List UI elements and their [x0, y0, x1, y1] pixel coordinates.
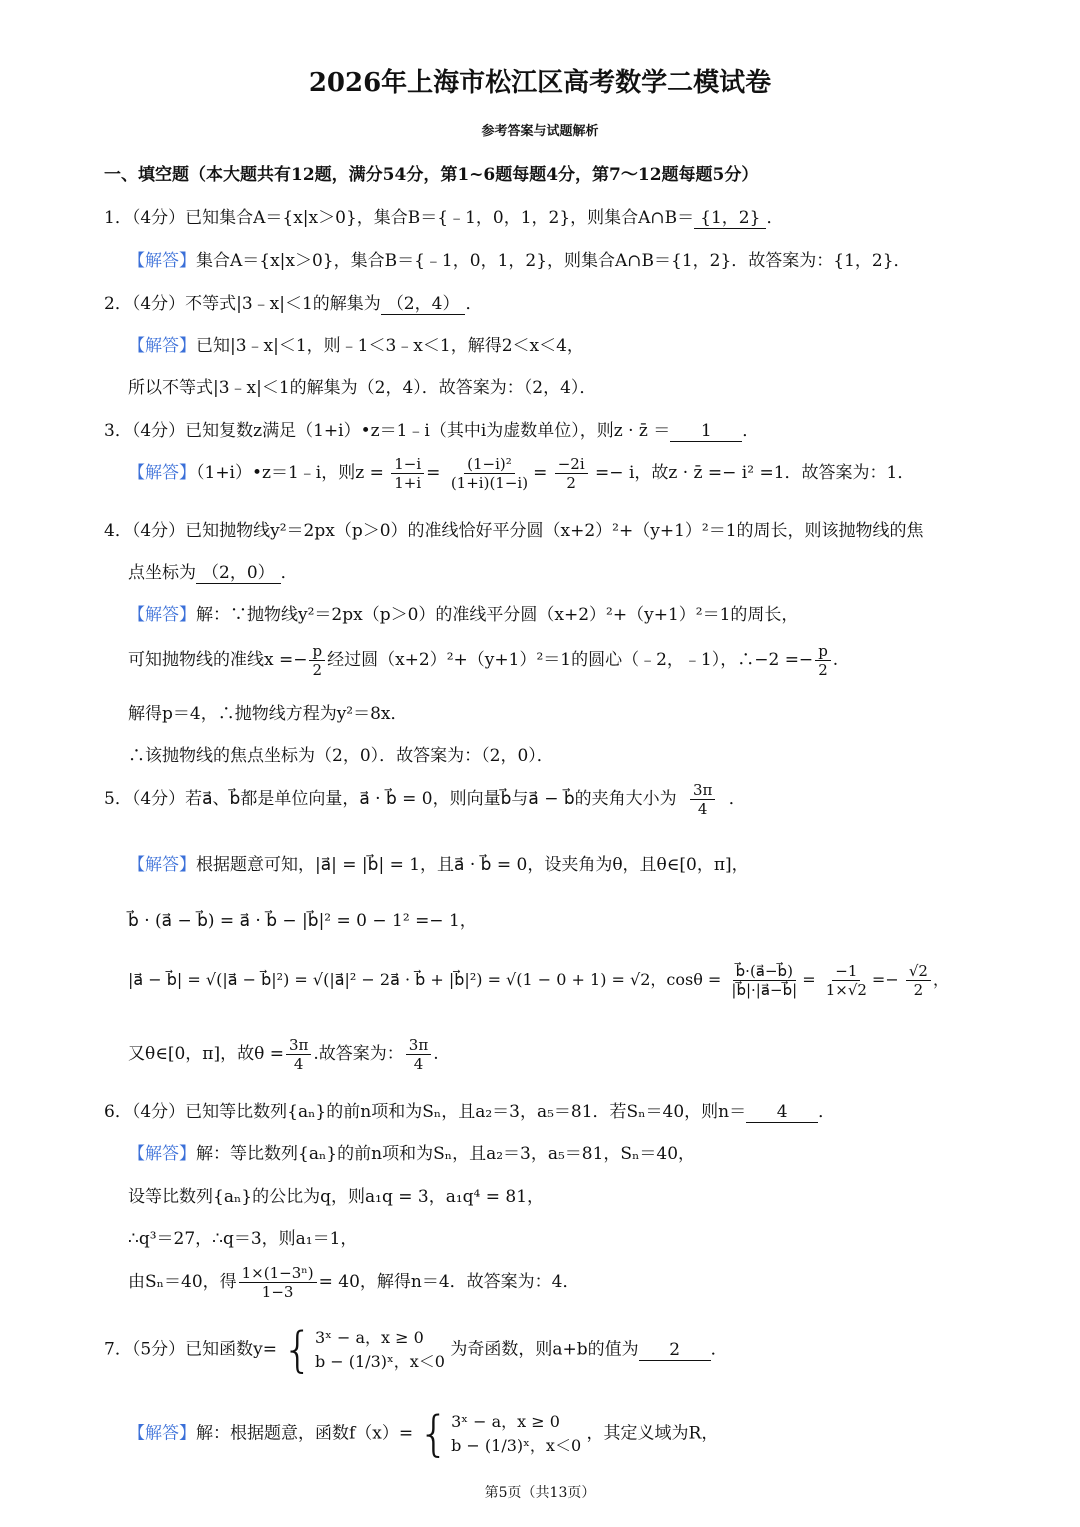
- question-5: 5．（4分）若a⃗、b⃗都是单位向量，a⃗ · b⃗ = 0，则向量b⃗与a⃗ − b⃗的夹角大小为 $\frac{3\pi}{4}$ ．: [104, 781, 746, 818]
- answer-blank-6: 4: [746, 1102, 818, 1123]
- fraction: $\frac{-1}{1\times√2}$: [825, 962, 867, 999]
- answer-tag: 【解答】: [128, 605, 196, 625]
- page-footer: 第5页（共13页）: [484, 1485, 596, 1501]
- answer-tag: 【解答】: [128, 336, 196, 356]
- answer-blank-2: （2，4）: [381, 294, 466, 315]
- solution-5-line-2: b⃗ · (a⃗ − b⃗) = a⃗ · b⃗ − |b⃗|² = 0 − 1² =− 1，: [128, 911, 477, 931]
- question-6: 6．（4分）已知等比数列{aₙ}的前n项和为Sₙ，且a₂＝3，a₅＝81．若Sₙ＝40，则n＝ 4 ．: [104, 1102, 836, 1122]
- solution-7: 【解答】解：根据题意，函数f（x）= { 3ˣ − a，x ≥ 0 b − (1/3)ˣ，x＜0 ，其定义域为R，: [128, 1406, 719, 1462]
- solution-4-line-4: ∴该抛物线的焦点坐标为（2，0）．故答案为：（2，0）．: [128, 746, 554, 766]
- solution-4-line-3: 解得p＝4，∴抛物线方程为y²＝8x．: [128, 704, 408, 724]
- fraction: $\frac{\text{(1−i)²}}{(1+i)(1-i)}$: [450, 455, 529, 492]
- solution-3: 【解答】（1+i）•z＝1﹣i，则z = $\frac{1-i}{1+i}$ = $\frac{\text{(1−i)²}}{(1+i)(1-i)}$ = $\frac{-2i}{2}$ =− i，故z · z̄ =− i² =1．故答案为：1．: [128, 455, 915, 492]
- answer-tag: 【解答】: [128, 1423, 196, 1444]
- piecewise-function: { 3ˣ − a，x ≥ 0 b − (1/3)ˣ，x＜0: [282, 1322, 445, 1378]
- solution-6-line-2: 设等比数列{aₙ}的公比为q，则a₁q = 3，a₁q⁴ = 81，: [128, 1187, 545, 1207]
- answer-blank-7: 2: [639, 1340, 711, 1361]
- fraction: $\frac{√2}{2}$: [906, 962, 931, 999]
- solution-4-line-1: 【解答】解：∵抛物线y²＝2px（p＞0）的准线平分圆（x+2）²+（y+1）²＝1的周长，: [128, 605, 799, 625]
- page-subtitle: 参考答案与试题解析: [481, 124, 599, 139]
- fraction: $\frac{p}{2}$: [309, 642, 325, 679]
- answer-blank-5: [677, 781, 729, 818]
- fraction: $\frac{p}{2}$: [815, 642, 831, 679]
- fraction: $\frac{b⃗\cdot(a⃗-b⃗)}{|b⃗|\cdot|a⃗-b⃗|}$: [731, 962, 798, 999]
- solution-6-line-4: 由Sₙ＝40，得 $\frac{\text{1×(1−3ⁿ)}}{1-3}$ = 40，解得n＝4．故答案为：4．: [128, 1264, 580, 1301]
- solution-1: 【解答】集合A＝{x|x＞0}，集合B＝{﹣1，0，1，2}，则集合A∩B＝{1，2}．故答案为：{1，2}．: [128, 251, 911, 271]
- answer-tag: 【解答】: [128, 855, 196, 875]
- page-title: 2026年上海市松江区高考数学二模试卷: [308, 68, 772, 98]
- fraction: $\frac{1-i}{1+i}$: [391, 455, 424, 492]
- fraction: $\frac{3\pi}{4}$: [406, 1036, 431, 1073]
- fraction: $\frac{3\pi}{4}$: [690, 781, 715, 818]
- question-7: 7．（5分）已知函数y= { 3ˣ − a，x ≥ 0 b − (1/3)ˣ，x＜0 为奇函数，则a+b的值为 2 ．: [104, 1322, 728, 1378]
- fraction: $\frac{-2i}{2}$: [555, 455, 588, 492]
- answer-tag: 【解答】: [128, 251, 196, 271]
- answer-blank-1: {1，2}: [694, 208, 766, 229]
- solution-4-line-2: 可知抛物线的准线x =− $\frac{p}{2}$ 经过圆（x+2）²+（y+1）²＝1的圆心（﹣2，﹣1），∴−2 =− $\frac{p}{2}$ .: [128, 642, 839, 679]
- question-1: 1．（4分）已知集合A＝{x|x＞0}，集合B＝{﹣1，0，1，2}，则集合A∩B＝ {1，2} ．: [104, 208, 784, 228]
- solution-5-line-1: 【解答】根据题意可知，|a⃗| = |b⃗| = 1，且a⃗ · b⃗ = 0，设夹角为θ，且θ∈[0，π]，: [128, 855, 749, 875]
- question-2: 2．（4分）不等式|3﹣x|＜1的解集为 （2，4） ．: [104, 294, 483, 314]
- question-4: 4．（4分）已知抛物线y²＝2px（p＞0）的准线恰好平分圆（x+2）²+（y+1）²＝1的周长，则该抛物线的焦: [104, 521, 924, 541]
- fraction: $\frac{3\pi}{4}$: [286, 1036, 311, 1073]
- answer-tag: 【解答】: [128, 1144, 196, 1164]
- solution-2-line-1: 【解答】已知|3﹣x|＜1，则﹣1＜3﹣x＜1，解得2＜x＜4，: [128, 336, 584, 356]
- answer-tag: 【解答】: [128, 463, 196, 483]
- question-4-line-2: 点坐标为 （2，0） ．: [128, 563, 298, 583]
- solution-5-line-4: 又θ∈[0，π]，故θ = $\frac{3\pi}{4}$ .故答案为： $\frac{3\pi}{4}$ .: [128, 1036, 439, 1073]
- solution-2-line-2: 所以不等式|3﹣x|＜1的解集为（2，4）．故答案为：（2，4）．: [128, 378, 597, 398]
- left-brace-icon: {: [418, 1406, 450, 1462]
- left-brace-icon: {: [282, 1322, 313, 1378]
- question-3: 3．（4分）已知复数z满足（1+i）•z＝1﹣i（其中i为虚数单位），则z · z̄ ＝ 1 ．: [104, 421, 760, 441]
- solution-6-line-3: ∴q³＝27，∴q＝3，则a₁＝1，: [128, 1229, 358, 1249]
- fraction: $\frac{\text{1×(1−3ⁿ)}}{1-3}$: [239, 1264, 317, 1301]
- answer-blank-4: （2，0）: [196, 563, 281, 584]
- solution-5-line-3: |a⃗ − b⃗| = √(|a⃗ − b⃗|²) = √(|a⃗|² − 2a⃗ · b⃗ + |b⃗|²) = √(1 − 0 + 1) = √2，cosθ = $\frac{b⃗\cdot(a⃗-b⃗)}{|b⃗|\cdot|a⃗-b⃗|}$ = $\frac{-1}{1\times√2}$ =− $\frac{√2}{2}$ ，: [128, 962, 949, 999]
- piecewise-function: { 3ˣ − a，x ≥ 0 b − (1/3)ˣ，x＜0: [418, 1406, 582, 1462]
- answer-blank-3: 1: [670, 421, 742, 442]
- solution-6-line-1: 【解答】解：等比数列{aₙ}的前n项和为Sₙ，且a₂＝3，a₅＝81，Sₙ＝40，: [128, 1144, 696, 1164]
- section-heading: 一、填空题（本大题共有12题，满分54分，第1~6题每题4分，第7～12题每题5分）: [104, 165, 759, 185]
